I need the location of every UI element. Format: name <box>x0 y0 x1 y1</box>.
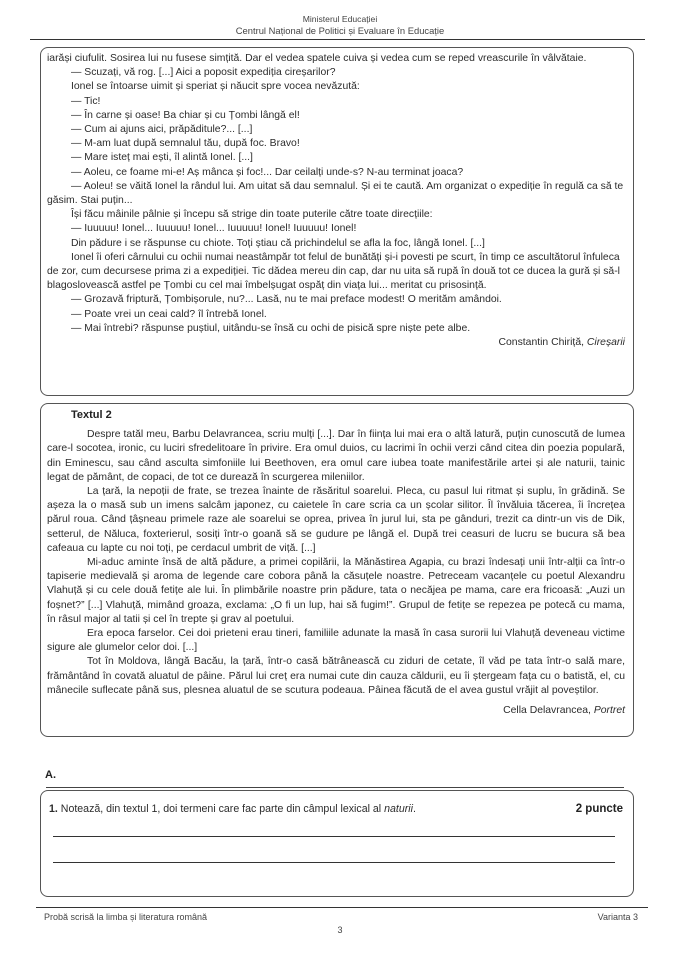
text1-signature <box>47 336 625 350</box>
text1-work: Cireșarii <box>586 337 625 349</box>
footer-variant: Varianta 3 <box>597 912 638 922</box>
footer-exam-title: Probă scrisă la limba și literatura română <box>44 912 208 922</box>
text1-line: Își făcu mâinile pâlnie și începu să strige din toate puterile către toate direcțiile: <box>71 209 433 221</box>
text1-box <box>40 47 634 396</box>
text1-line: — Tic! <box>71 95 101 107</box>
question-keyword: naturii <box>384 803 413 815</box>
text2-author: Cella Delavrancea, <box>503 705 591 717</box>
answer-line-1[interactable] <box>53 836 615 837</box>
text1-line: iarăși ciufulit. Sosirea lui nu fusese simțită. Dar el vedea spatele cuiva și vedea cum se reped vreascurile în vâlvătaie. <box>47 53 587 64</box>
question-1-box <box>40 790 634 897</box>
header-center: Centrul Național de Politici și Evaluare în Educație <box>235 25 445 36</box>
header-divider <box>30 39 645 40</box>
answer-line-2[interactable] <box>53 862 615 863</box>
text1-content <box>47 52 625 350</box>
text2-work: Portret <box>593 705 625 717</box>
text2-paragraph: Tot în Moldova, lângă Bacău, la țară, într-o casă bătrânească cu ziduri de cetate, îl văd pe tata într-o sală mare, frământând în covată aluatul de pâine. Părul lui creț era numai cute din cauza căldurii, eu îi ștergeam fața cu o batistă, el, cu mânecile suflecate până sus, plesnea aluatul de se scutura podeaua. Pâinea făcută de el avea gustul vrăjit al poveștilor. <box>47 656 625 696</box>
text2-paragraph: Mi-aduc aminte însă de altă pădure, a primei copilării, la Mănăstirea Agapia, cu brazi îndesați unii într-alții ca într-o tapiserie medievală și aroma de legende care cobora până la căsuțele noastre. Petreceam vacanțele cu poetul Alexandru Vlahuță și cu cele două fetițe ale lui. În plimbările noastre prin pădure, tata o necăjea pe mama, care era fricoasă: „Auzi un foșnet?” [...] Vlahuță, mimând groaza, exclama: „O fi un lup, hai să fugim!”. Grupul de fetițe se repezea pe potecă cu mama, în râsul major al tatii și cel în trepte și grav al poetului. <box>47 557 625 625</box>
text1-line: Ionel îi oferi cârnului cu ochii numai neastâmpăr tot felul de bunătăți și-i povesti pe scurt, în timp ce ascultătorul înfuleca de zor, cum decursese prima zi a expediției. Tic dădea mereu din cap, dar nu uita să rupă în două tot ce ducea la gură și să-l blagoslovească astfel pe Țombi cu cel mai îmbelșugat ospăț din viața lui... meritat cu prisosință. <box>47 251 620 292</box>
section-a-label: A. <box>45 769 56 781</box>
text2-paragraph: Era epoca farselor. Cei doi prieteni erau tineri, familiile adunate la masă în casa surorii lui Vlahuță deveneau victime sigure ale glumelor celor doi. [...] <box>47 628 625 654</box>
text2-title: Textul 2 <box>71 409 112 421</box>
question-prompt: Notează, din textul 1, doi termeni care fac parte din câmpul lexical al <box>60 803 382 815</box>
text1-line: Ionel se întoarse uimit și speriat și năucit spre vocea nevăzută: <box>71 81 360 93</box>
text1-line: — Aoleu! se văită Ionel la rândul lui. Am uitat să dau semnalul. Și ei te caută. Am organizat o expediție în regulă ca să te găsim. Stai puțin... <box>47 180 624 207</box>
text1-line: — Grozavă friptură, Țombișorule, nu?... Lasă, nu te mai preface modest! O merităm amândoi. <box>71 294 502 306</box>
text1-author: Constantin Chiriță, <box>498 337 584 349</box>
page-number: 3 <box>337 925 343 935</box>
section-a-divider <box>46 787 624 788</box>
header-ministry: Ministerul Educației <box>302 14 378 24</box>
question-1-text <box>49 803 621 815</box>
text1-line: — Cum ai ajuns aici, prăpăditule?... [...] <box>71 124 253 136</box>
text1-line: — Iuuuuu! Ionel... Iuuuuu! Ionel... Iuuuuu! Ionel! Iuuuuu! Ionel! <box>71 223 357 235</box>
text1-line: — Mare isteț mai ești, îl alintă Ionel. [...] <box>71 152 253 164</box>
text1-line: — Mai întrebi? răspunse puștiul, uitându-se însă cu ochi de pisică spre niște pete albe. <box>71 322 471 334</box>
text1-line: — În carne și oase! Ba chiar și cu Țombi lângă el! <box>71 109 300 121</box>
question-number: 1. <box>49 803 58 815</box>
text2-box <box>40 403 634 737</box>
text1-line: — Poate vrei un ceai cald? îl întrebă Ionel. <box>71 308 267 320</box>
text2-paragraph: Despre tatăl meu, Barbu Delavrancea, scriu mulți [...]. Dar în ființa lui mai era o altă latură, puțin cunoscută de lumea care-l socotea, ironic, cu luciri sfredelitoare în privire. Era omul duios, cu lacrimi în ochii verzi când citea din poezia populară, din Eminescu, sau când asculta simfoniile lui Beethoven, era omul care iubea toate manifestările artei și ale naturii, tainic legat de pământ, de copaci, de tot ce durează în scurgerea mileniilor. <box>47 429 625 483</box>
page-header <box>0 14 680 36</box>
question-points: 2 puncte <box>575 803 623 815</box>
question-end: . <box>412 803 416 815</box>
text1-line: — Scuzați, vă rog. [...] Aici a poposit expediția cireșarilor? <box>71 67 336 79</box>
text2-signature <box>47 704 625 718</box>
text1-line: — M-am luat după semnalul tău, după foc. Bravo! <box>71 138 300 150</box>
text1-line: Din pădure i se răspunse cu chiote. Toți știau că prichindelul se afla la foc, lângă Ionel. [...] <box>71 237 485 249</box>
text2-content <box>47 408 625 718</box>
footer-divider <box>36 907 648 908</box>
text1-line: — Aoleu, ce foame mi-e! Aș mânca și foc!... Dar ceilalți unde-s? N-au terminat joaca? <box>71 166 464 178</box>
text2-paragraph: La țară, la nepoții de frate, se trezea înainte de răsăritul soarelui. Pleca, cu pasul lui ritmat și suplu, în grădină. Se așeza la o masă sub un imens salcâm japonez, cu caietele în care scria ca un școlar silitor. Îl învăluia tăcerea, îi încrețea părul roua. Când țâșneau primele raze ale soarelui se oprea, privea în jurul lui, sta pe gânduri, trezit ca dintr-un vis de Dik, setterul, de Năluca, foxterierul, sosiți într-o goană să se gudure pe lângă el. După trei ceasuri de lucru se bucura să bea cafeaua cu lapte cu noi toți, pe cerdacul umbrit de viță. [...] <box>47 486 625 554</box>
